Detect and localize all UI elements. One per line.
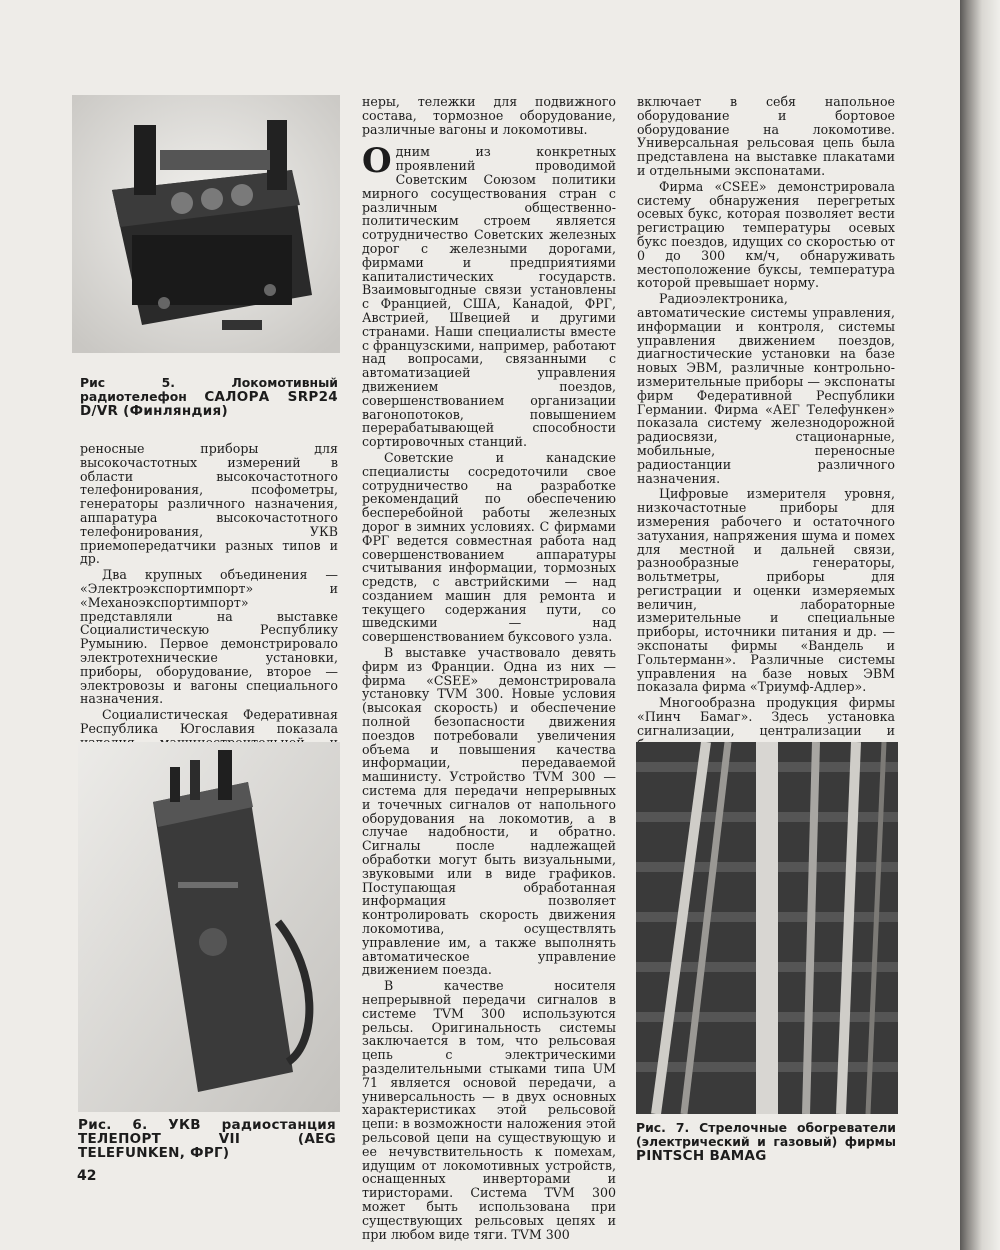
- col1-paragraph-3: Социалистическая Федеративная Республика Югославия показала: [80, 707, 338, 736]
- col2-paragraph-2: [362, 141, 616, 450]
- figure-7-caption: [636, 1121, 896, 1163]
- col1-paragraph-2: Два крупных объединения — «Электроэкспортимпорт» и «Механоэкспортимпорт» представляли на выставке Социалистическую Республику Румынию. Первое демонстрировало электротехнические установки, приборы, оборудование, второе — электровозы и вагоны специального назначения.: [80, 567, 338, 707]
- column-2: [362, 95, 616, 1241]
- col3-paragraph-3: Радиоэлектроника, автоматические системы управления, информации и контроля, системы управления движением поездов, диагностические установки на базе новых ЭВМ, различные контрольно-измерительные приборы — экспонаты фирм Федеративной Республики Германии. Фирма «АЕГ Телефункен» показала систему железнодорожной радиосвязи, стационарные, мобильные, переносные радиостанции различного назначения.: [637, 291, 895, 486]
- col3-paragraph-2: Фирма «CSEE» демонстрировала систему обнаружения перегретых осевых букс, которая позволяет вести регистрацию температуры осевых букс поездов, идущих со скоростью от 0 до 300 км/ч, обнаруживать местоположение буксы, температура которой превышает норму.: [637, 178, 895, 291]
- photo-switch-heaters: [636, 742, 898, 1114]
- photo-locomotive-radiotelephone: [72, 95, 340, 353]
- figure-5-caption: [80, 376, 338, 418]
- col2-paragraph-5: В качестве носителя непрерывной передачи сигналов в системе TVM 300 используются рельсы. Оригинальность системы заключается в том, что рельсовая цепь с электрическими разделительными стыками типа UM 71 является основой передачи, а универсальность — в двух основных характеристиках этой рельсовой цепи: в возможности наложения этой рельсовой цепи на существующую и ее нечувствительность к помехам, идущим от локомотивных устройств, оснащенных инверторами и тиристорами. Система TVM 300 может быть использована при существующих рельсовых цепях и при любом виде тяги. TVM 300: [362, 978, 616, 1242]
- col2-paragraph-1: неры, тележки для подвижного состава, тормозное оборудование, различные вагоны и локомотивы.: [362, 94, 616, 137]
- figure-7-caption-title: PINTSCH BAMAG: [636, 1148, 767, 1164]
- col3-paragraph-4: Цифровые измерителя уровня, низкочастотные приборы для измерения рабочего и остаточного затухания, напряжения шума и помех для местной и дальней связи, разнообразные генераторы, вольтметры, приборы для регистрации и оценки измеряемых величин, лабораторные измерительные и специальные приборы, источники питания и др. — экспонаты фирмы «Вандель и Гольтерманн». Различные системы управления на базе новых ЭВМ показала фирма «Триумф-Адлер».: [637, 486, 895, 695]
- col1-paragraph-1: реносные приборы для высокочастотных измерений в области высокочастотного телефонирования, псофометры, генераторы различного назначения, аппаратура высокочастотного телефонирования, УКВ приемопередатчики разных типов и др.: [80, 441, 338, 567]
- figure-5-caption-title: САЛОРА SRP24 D/VR (Финляндия): [80, 389, 338, 419]
- figure-6-caption: [78, 1118, 336, 1160]
- col3-paragraph-5: Многообразна продукция фирмы «Пинч Бамаг». Здесь установка сигнализации, централизации и: [637, 695, 895, 738]
- column-1: [80, 442, 338, 777]
- column-3: [637, 95, 895, 751]
- page-number: 42: [77, 1168, 97, 1184]
- binding-edge: [960, 0, 1000, 1250]
- dropcap-letter: О: [362, 141, 392, 182]
- col2-paragraph-4: В выставке участвовало девять фирм из Франции. Одна из них — фирма «CSEE» демонстрировала установку TVM 300. Новые условия (высокая скорость) и обеспечение полной безопасности движения поездов потребовали увеличения объема и повышения качества информации, передаваемой машинисту. Устройство TVM 300 — система для передачи непрерывных и точечных сигналов от напольного оборудования на локомотив, а в случае надобности, и обратно. Сигналы после надлежащей обработки могут быть визуальными, звуковыми или в виде графиков. Поступающая обработанная информация позволяет контролировать скорость движения локомотива, осуществлять управление им, а также выполнять автоматическое управление движением поезда.: [362, 645, 616, 978]
- figure-7-caption-prefix: Рис. 7. Стрелочные обогреватели (электрический и газовый) фирмы: [636, 1120, 896, 1149]
- col3-paragraph-1: включает в себя напольное оборудование и бортовое оборудование на локомотиве. Универсальная рельсовая цепь была представлена на выставке плакатами и отдельными экспонатами.: [637, 94, 895, 178]
- col2-paragraph-2-text: дним из конкретных проявлений проводимой Советским Союзом политики мирного сосуществования стран с различным общественно-политическим строем является сотрудничество Советских железных дорог с железными дорогами, фирмами и предприятиями капиталистических государств. Взаимовыгодные связи установлены с Францией, США, Канадой, ФРГ, Австрией, Швецией и другими странами. Наши специалисты вместе с французскими, например, работают над вопросами, связанными с автоматизацией управления движением поездов, совершенствованием организации вагонопотоков, повышением перерабатывающей способности сортировочных станций.: [362, 144, 616, 450]
- figure-6-caption-text: Рис. 6. УКВ радиостанция ТЕЛЕПОРТ VII (AEG TELEFUNKEN, ФРГ): [78, 1117, 336, 1161]
- photo-vhf-radio-station: [78, 742, 340, 1112]
- figure-5-caption-prefix: Рис 5. Локомотивный радиотелефон: [80, 375, 338, 404]
- col2-paragraph-3: Советские и канадские специалисты сосредоточили свое сотрудничество на разработке рекомендаций по обеспечению бесперебойной работы железных дорог в зимних условиях. С фирмами ФРГ ведется совместная работа над совершенствованием аппаратуры считывания информации, тормозных средств, с австрийскими — над созданием машин для ремонта и текущего содержания пути, со шведскими — над совершенствованием буксового узла.: [362, 449, 616, 645]
